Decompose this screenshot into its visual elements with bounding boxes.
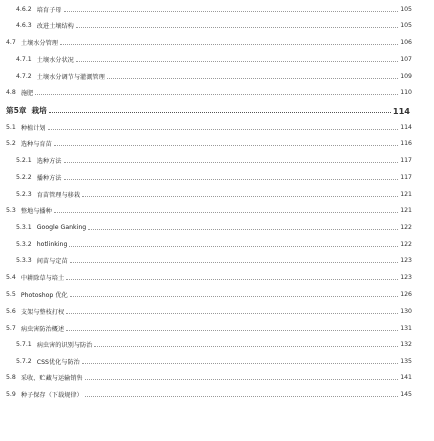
toc-entry-page-number: 145 [400, 391, 412, 398]
dot-leader [76, 61, 398, 62]
dot-leader [48, 129, 399, 130]
toc-entry-title: 选种方法 [36, 158, 62, 165]
toc-entry-number: 5.5 [6, 291, 16, 298]
toc-entry[interactable] [0, 137, 434, 150]
toc-entry[interactable] [0, 388, 434, 401]
toc-entry[interactable] [0, 371, 434, 384]
toc-entry-page-number: 121 [400, 191, 412, 198]
toc-entry-page-number: 141 [400, 374, 412, 381]
dot-leader [66, 313, 398, 314]
dot-leader [107, 78, 398, 79]
toc-entry-number: 5.7.2 [16, 358, 32, 365]
toc-entry-title: 选种与育苗 [20, 141, 52, 148]
toc-entry-title: 育苗管理与移栽 [36, 192, 81, 199]
toc-entry[interactable] [0, 338, 434, 351]
toc-entry-number: 5.6 [6, 308, 16, 315]
toc-entry-title: 病虫害防治概述 [20, 326, 65, 333]
toc-entry[interactable] [0, 305, 434, 318]
dot-leader [82, 363, 398, 364]
toc-entry-number: 5.2 [6, 140, 16, 147]
dot-leader [85, 396, 398, 397]
dot-leader [85, 379, 398, 380]
toc-entry-title: 施肥 [20, 90, 34, 97]
toc-entry-page-number: 132 [400, 341, 412, 348]
toc-entry-page-number: 123 [400, 257, 412, 264]
toc-entry[interactable] [0, 238, 434, 251]
toc-entry-title: 培育子母 [36, 7, 62, 14]
dot-leader [69, 246, 398, 247]
toc-entry[interactable] [0, 355, 434, 368]
toc-entry-number: 5.3.2 [16, 241, 32, 248]
toc-entry-page-number: 107 [400, 56, 412, 63]
toc-entry-page-number: 130 [400, 308, 412, 315]
toc-entry-number: 第5章 [6, 106, 27, 115]
toc-entry-page-number: 106 [400, 39, 412, 46]
toc-entry-page-number: 117 [400, 157, 412, 164]
toc-entry-page-number: 126 [400, 291, 412, 298]
dot-leader [66, 330, 398, 331]
toc-entry-number: 5.3 [6, 207, 16, 214]
toc-entry-page-number: 114 [392, 105, 410, 116]
toc-entry-number: 5.3.1 [16, 224, 32, 231]
toc-entry-page-number: 117 [400, 174, 412, 181]
dot-leader [70, 262, 399, 263]
toc-entry-page-number: 131 [400, 325, 412, 332]
dot-leader [70, 296, 398, 297]
toc-entry-number: 5.4 [6, 274, 16, 281]
dot-leader [66, 279, 398, 280]
toc-entry-number: 4.6.2 [16, 6, 32, 13]
toc-entry-title: 采收、贮藏与运输销售 [20, 375, 83, 382]
toc-entry-page-number: 121 [400, 207, 412, 214]
toc-entry-page-number: 105 [400, 6, 412, 13]
toc-entry-number: 4.7.2 [16, 73, 32, 80]
dot-leader [94, 346, 398, 347]
toc-entry-number: 5.3.3 [16, 257, 32, 264]
toc-entry[interactable] [0, 254, 434, 267]
dot-leader [88, 229, 398, 230]
dot-leader [54, 212, 398, 213]
toc-entry[interactable] [0, 154, 434, 167]
toc-entry-title: 土壤水分管理 [20, 40, 58, 47]
toc-entry-number: 5.8 [6, 374, 16, 381]
toc-entry[interactable] [0, 221, 434, 234]
toc-entry-title: 播种方法 [36, 175, 62, 182]
toc-entry-page-number: 123 [400, 274, 412, 281]
toc-entry-title: 改进土壤结构 [36, 23, 74, 30]
toc-entry-number: 5.2.2 [16, 174, 32, 181]
toc-entry-number: 4.6.3 [16, 22, 32, 29]
toc-entry-number: 5.2.1 [16, 157, 32, 164]
toc-entry[interactable] [0, 19, 434, 32]
toc-entry-title: 间苗与定苗 [36, 258, 68, 265]
toc-entry[interactable] [0, 53, 434, 66]
toc-entry-number: 5.7.1 [16, 341, 32, 348]
dot-leader [82, 196, 398, 197]
toc-entry-page-number: 122 [400, 224, 412, 231]
dot-leader [64, 162, 399, 163]
toc-entry-page-number: 110 [400, 89, 412, 96]
toc-entry-number: 5.2.3 [16, 191, 32, 198]
dot-leader [76, 27, 398, 28]
toc-entry-title: Google Ganking [36, 224, 87, 231]
toc-entry-number: 4.8 [6, 89, 16, 96]
toc-entry[interactable] [0, 188, 434, 201]
dot-leader [60, 44, 398, 45]
toc-entry[interactable] [0, 271, 434, 284]
toc-entry-title: 中耕除草与培土 [20, 275, 65, 282]
dot-leader [64, 11, 399, 12]
toc-entry[interactable] [0, 70, 434, 83]
toc-entry-number: 4.7 [6, 39, 16, 46]
toc-entry-title: 土壤水分状况 [36, 57, 74, 64]
toc-entry[interactable] [0, 36, 434, 49]
toc-entry-title: 病虫害的识别与防治 [36, 342, 93, 349]
toc-entry-page-number: 116 [400, 140, 412, 147]
toc-entry-page-number: 122 [400, 241, 412, 248]
toc-entry[interactable] [0, 171, 434, 184]
toc-entry-number: 5.7 [6, 325, 16, 332]
toc-entry-title: 支架与整枝打杈 [20, 309, 65, 316]
toc-entry[interactable] [0, 86, 434, 99]
toc-entry-title: hotlinking [36, 241, 68, 248]
toc-entry[interactable] [0, 204, 434, 217]
dot-leader [54, 145, 398, 146]
toc-entry[interactable] [0, 121, 434, 134]
dot-leader [49, 112, 391, 113]
toc-entry-page-number: 114 [400, 124, 412, 131]
dot-leader [64, 179, 399, 180]
dot-leader [35, 94, 398, 95]
toc-entry-title: 栽培 [31, 106, 47, 115]
toc-entry-number: 5.9 [6, 391, 16, 398]
toc-entry-title: 种子保存（下载规律） [20, 392, 83, 399]
toc-entry-number: 4.7.1 [16, 56, 32, 63]
toc-entry-title: 整地与播种 [20, 208, 52, 215]
toc-entry[interactable] [0, 322, 434, 335]
toc-entry-title: Photoshop 优化 [20, 292, 68, 299]
toc-entry-number: 5.1 [6, 124, 16, 131]
toc-entry[interactable] [0, 104, 434, 117]
toc-entry-page-number: 135 [400, 358, 412, 365]
toc-entry-page-number: 109 [400, 73, 412, 80]
toc-entry-title: CSS优化与防治 [36, 359, 80, 366]
toc-entry-title: 种植计划 [20, 125, 46, 132]
toc-entry-page-number: 105 [400, 22, 412, 29]
toc-entry[interactable] [0, 288, 434, 301]
toc-entry-title: 土壤水分调节与灌溉管理 [36, 74, 105, 81]
toc-entry[interactable] [0, 3, 434, 16]
